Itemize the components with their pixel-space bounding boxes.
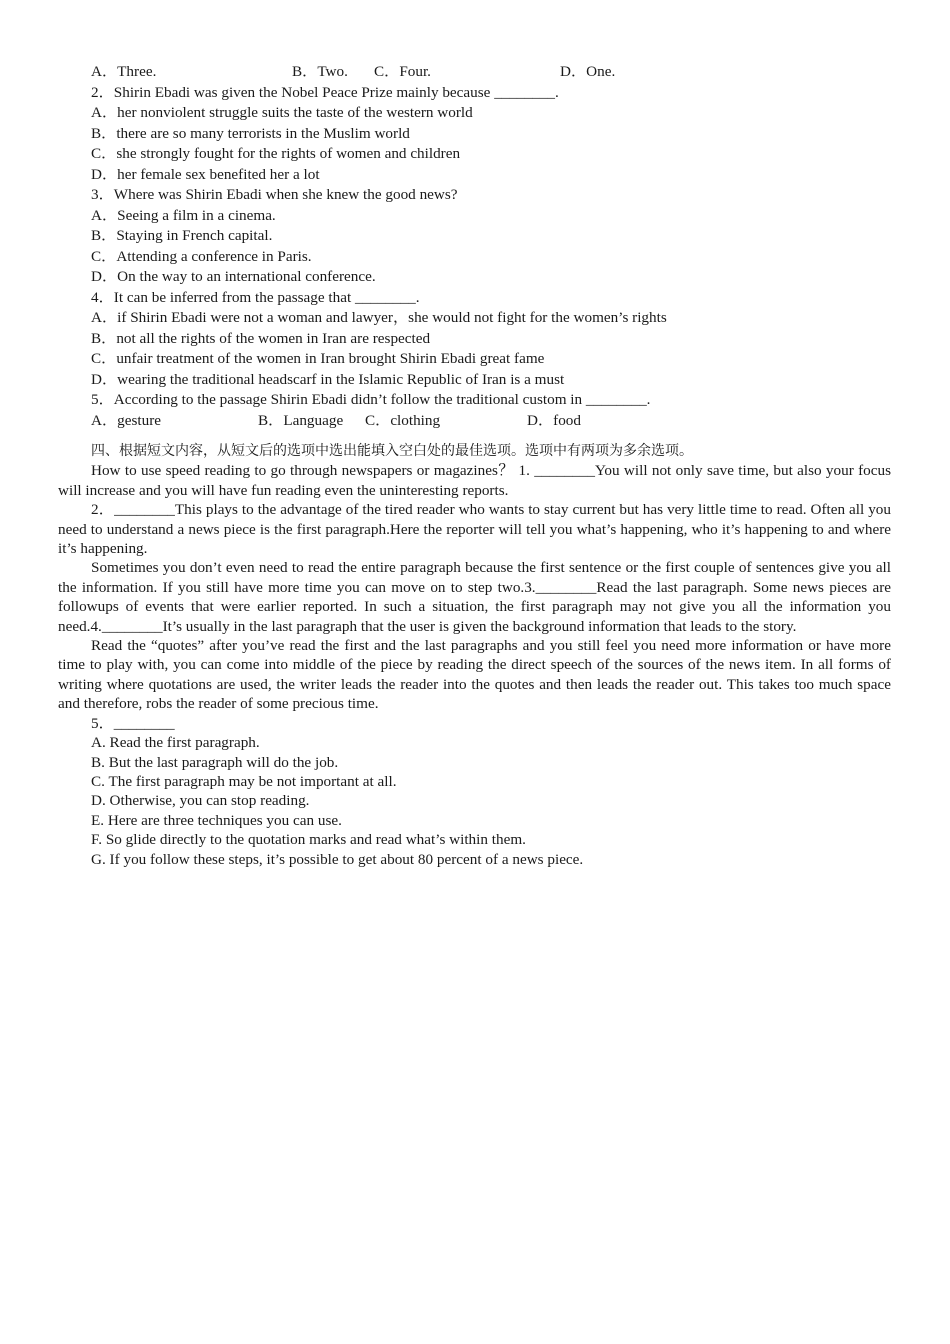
q4-option-d: D．wearing the traditional headscarf in the Islamic Republic of Iran is a must (91, 370, 565, 388)
choice-d: D. Otherwise, you can stop reading. (91, 792, 310, 810)
q1-option-b: B．Two. (292, 63, 348, 80)
q3-stem: 3．Where was Shirin Ebadi when she knew the good news? (91, 186, 458, 203)
q5-stem: 5．According to the passage Shirin Ebadi didn’t follow the traditional custom in ________. (91, 391, 651, 408)
q2-option-a: A．her nonviolent struggle suits the taste of the western world (91, 104, 473, 121)
blank-5: 5．________ (91, 714, 175, 732)
section-heading: 四、根据短文内容，从短文后的选项中选出能填入空白处的最佳选项。选项中有两项为多余选项。 (91, 443, 693, 459)
passage-paragraph-2: 2．________This plays to the advantage of the tired reader who wants to stay current but has very little time to read. Often all you need to understand a news piece is the first paragraph.Here the reporter will tell you what’s happening, who it’s happening to and where it’s happening. (58, 501, 891, 558)
q2-stem: 2．Shirin Ebadi was given the Nobel Peace Prize mainly because ________. (91, 83, 559, 101)
choice-f: F. So glide directly to the quotation marks and read what’s within them. (91, 831, 526, 849)
passage-paragraph-1: How to use speed reading to go through newspapers or magazines？ 1. ________You will not only save time, but also your focus will increase and you will have fun reading even the uninteresting reports. (58, 462, 891, 499)
choice-c: C. The first paragraph may be not important at all. (91, 772, 397, 790)
q4-option-c: C．unfair treatment of the women in Iran brought Shirin Ebadi great fame (91, 350, 545, 367)
passage-paragraph-3: Sometimes you don’t even need to read the entire paragraph because the first sentence or the first couple of sentences give you all the information. If you still have more time you can move on to step two.3.________Read the last paragraph. Some news pieces are followups of events that were earlier reported. In such a situation, the first paragraph may not give you all the information you need.4.________It’s usually in the last paragraph that the user is given the background information that leads to the story. (58, 559, 891, 635)
q5-option-a: A．gesture (91, 411, 162, 429)
q3-option-b: B．Staying in French capital. (91, 227, 273, 244)
q3-option-a: A．Seeing a film in a cinema. (91, 206, 276, 224)
choice-g: G. If you follow these steps, it’s possible to get about 80 percent of a news piece. (91, 850, 584, 868)
q4-option-a: A．if Shirin Ebadi were not a woman and lawyer，she would not fight for the women’s rights (91, 309, 667, 326)
q2-option-d: D．her female sex benefited her a lot (91, 165, 320, 183)
q5-option-b: B．Language (258, 411, 344, 429)
q2-option-c: C．she strongly fought for the rights of women and children (91, 145, 461, 162)
q5-options (58, 411, 891, 432)
q3-option-c: C．Attending a conference in Paris. (91, 247, 312, 265)
q4-option-b: B．not all the rights of the women in Iran are respected (91, 329, 431, 347)
choice-e: E. Here are three techniques you can use. (91, 811, 342, 829)
q3-option-d: D．On the way to an international conference. (91, 268, 376, 285)
q1-option-d: D．One. (560, 63, 616, 80)
passage-paragraph-4: Read the “quotes” after you’ve read the first and the last paragraphs and you still feel you need more information or have more time to play with, you can come into middle of the piece by reading the direct speech of the sources of the news item. In all forms of writing where quotations are used, the writer leads the reader into the quotes and then leads the reader out. This takes too much space and therefore, robs the reader of some precious time. (58, 637, 891, 713)
q4-stem: 4．It can be inferred from the passage that ________. (91, 288, 420, 306)
choice-b: B. But the last paragraph will do the job. (91, 753, 339, 771)
q5-option-d: D．food (527, 411, 581, 429)
q1-option-c: C．Four. (374, 63, 431, 80)
q5-option-c: C．clothing (365, 411, 441, 429)
q2-option-b: B．there are so many terrorists in the Muslim world (91, 124, 410, 142)
q1-options (58, 62, 891, 83)
choice-a: A. Read the first paragraph. (91, 734, 260, 752)
q1-option-a: A．Three. (91, 63, 157, 80)
document-page (58, 62, 891, 869)
